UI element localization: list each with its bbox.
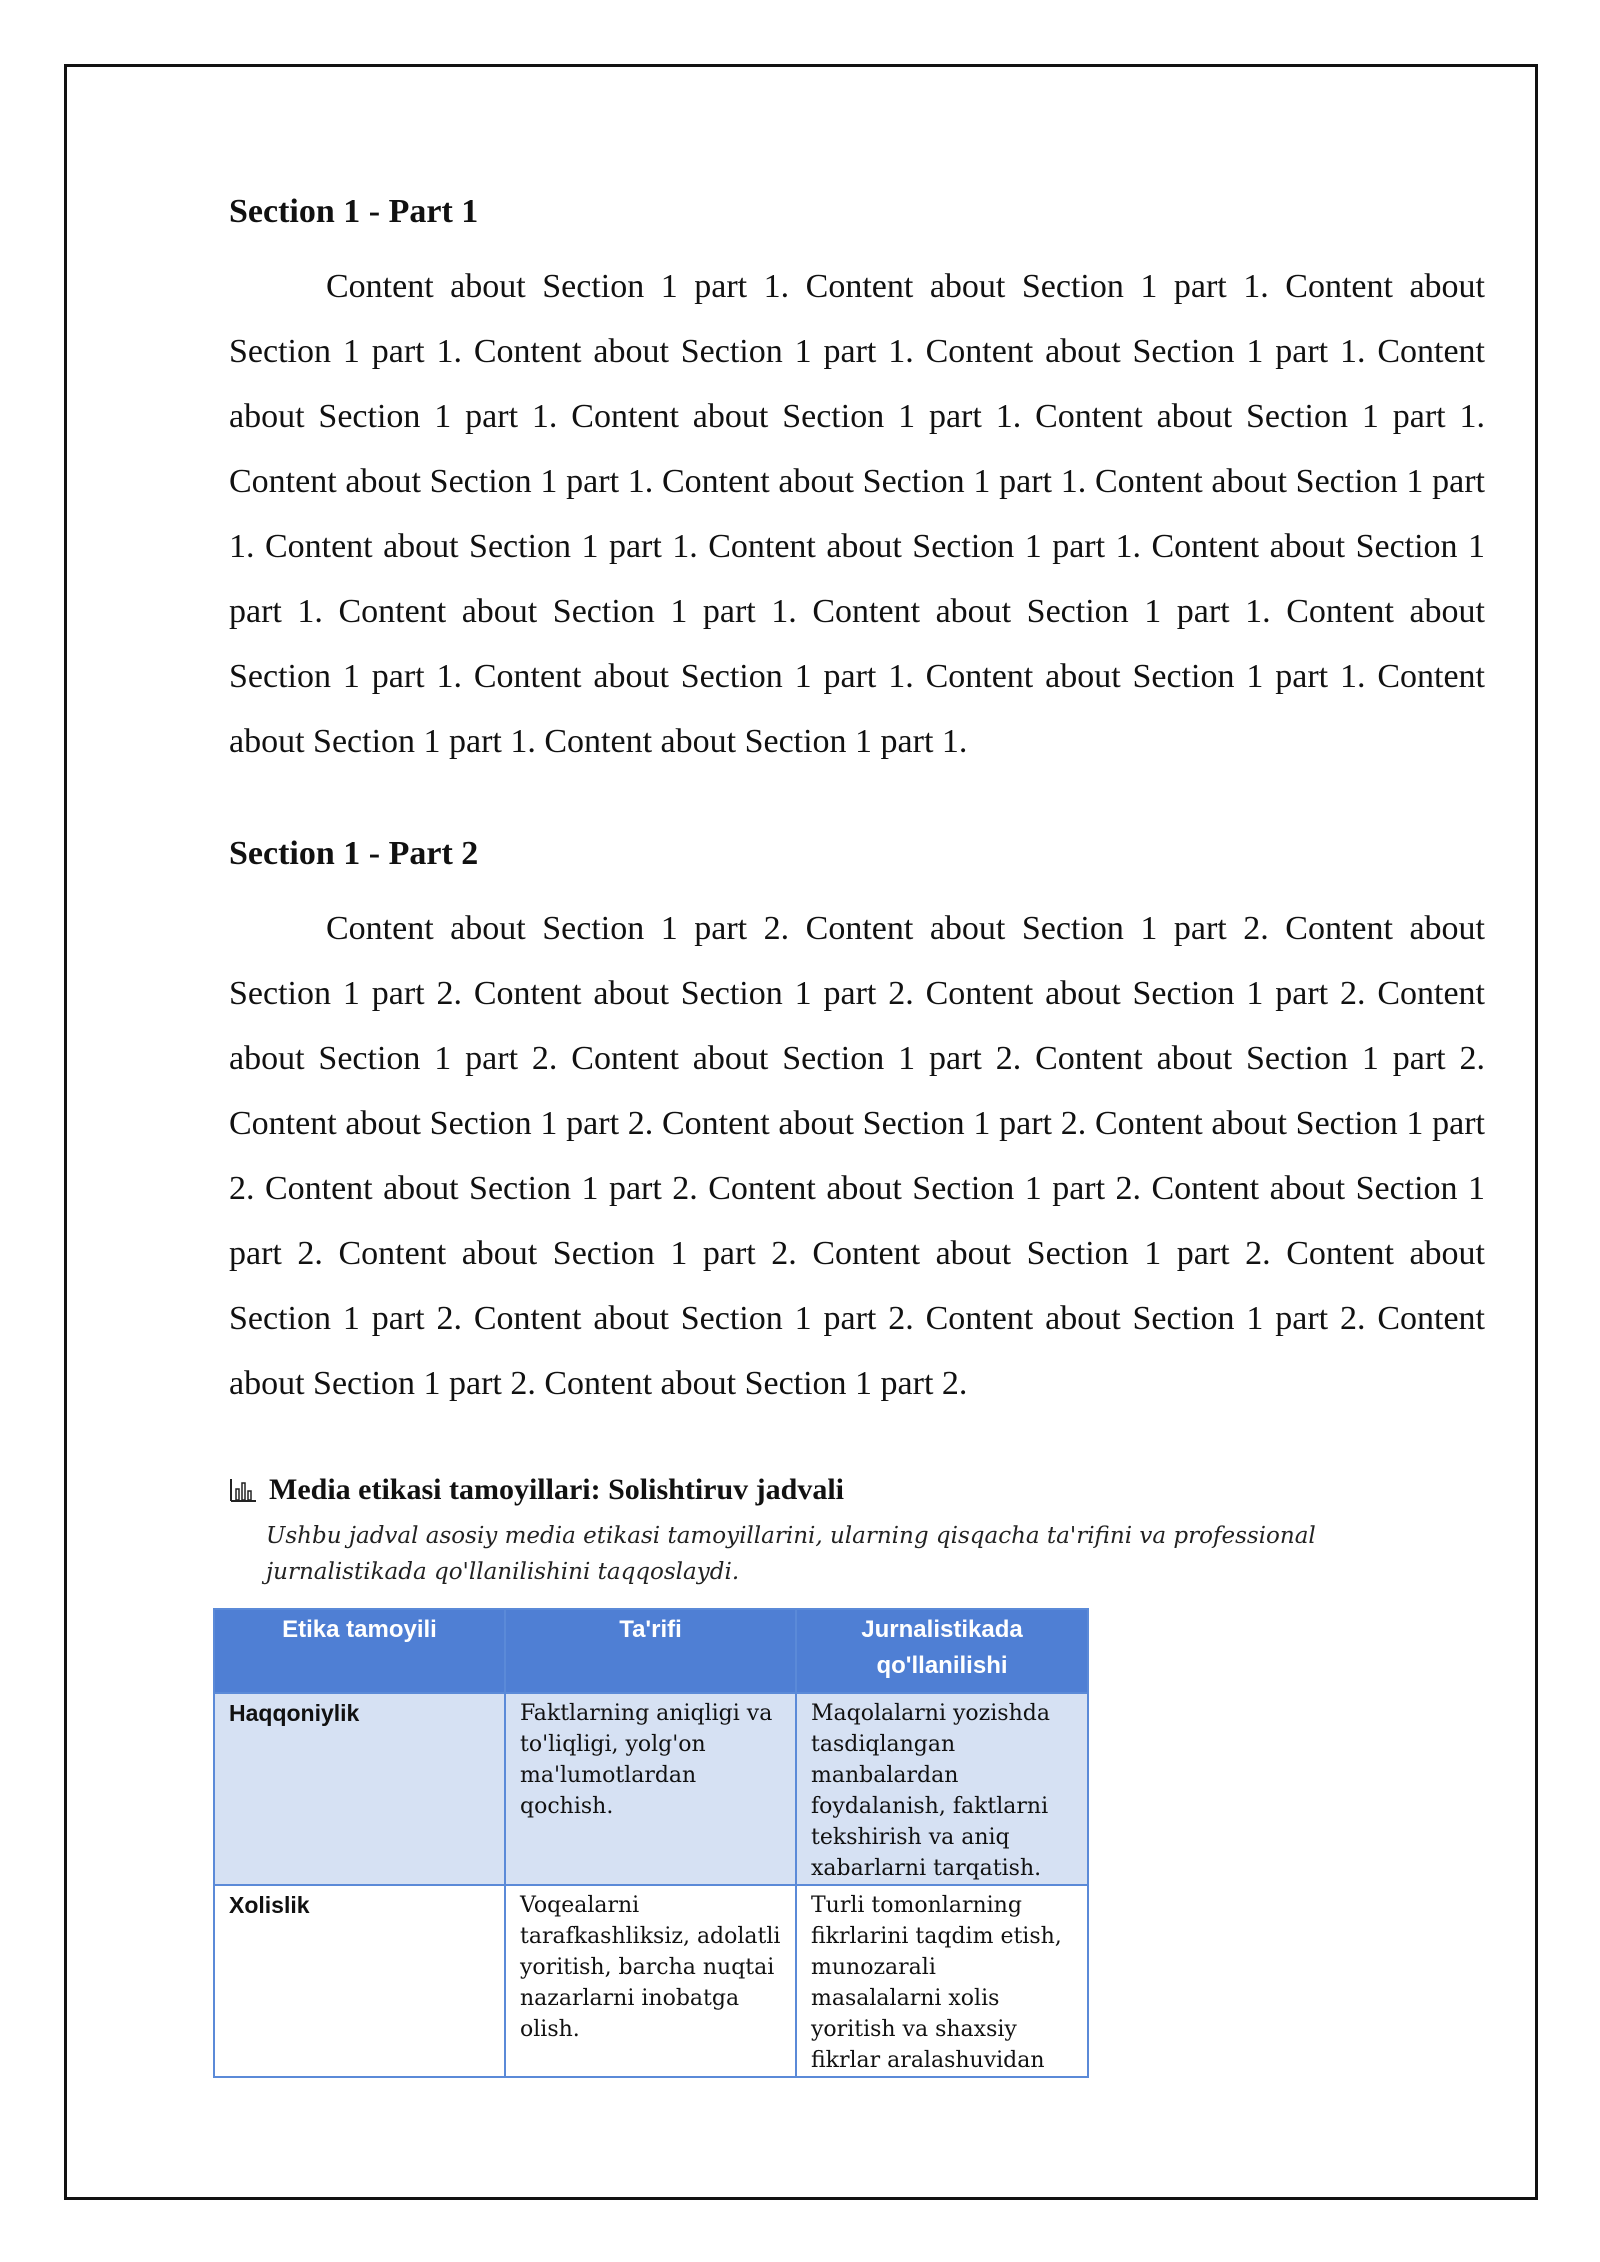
definition-cell: Voqealarni tarafkashliksiz, adolatli yoritish, barcha nuqtai nazarlarni inobatga olish. bbox=[505, 1885, 796, 2077]
table-row bbox=[214, 1693, 1088, 1885]
document-content bbox=[229, 190, 1485, 2078]
table-caption bbox=[229, 1470, 1485, 1510]
bar-chart-icon bbox=[229, 1477, 257, 1503]
section-heading: Section 1 - Part 1 bbox=[229, 193, 479, 230]
column-header: Jurnalistikada qo'llanilishi bbox=[796, 1609, 1088, 1693]
principle-cell: Xolislik bbox=[214, 1885, 505, 2077]
section-heading: Section 1 - Part 2 bbox=[229, 835, 479, 872]
column-header: Ta'rifi bbox=[505, 1609, 796, 1693]
table-caption-text: Media etikasi tamoyillari: Solishtiruv jadvali bbox=[269, 1473, 844, 1506]
column-header: Etika tamoyili bbox=[214, 1609, 505, 1693]
application-cell: Maqolalarni yozishda tasdiqlangan manbalardan foydalanish, faktlarni tekshirish va aniq xabarlarni tarqatish. bbox=[796, 1693, 1088, 1885]
table-description: Ushbu jadval asosiy media etikasi tamoyillarini, ularning qisqacha ta'rifini va professional jurnalistikada qo'llanilishini taqqoslaydi. bbox=[266, 1523, 1316, 1585]
principle-cell: Haqqoniylik bbox=[214, 1693, 505, 1885]
application-cell: Turli tomonlarning fikrlarini taqdim etish, munozarali masalalarni xolis yoritish va shaxsiy fikrlar aralashuvidan bbox=[796, 1885, 1088, 2077]
table-row bbox=[214, 1885, 1088, 2077]
table-header-row bbox=[214, 1609, 1088, 1693]
ethics-comparison-table bbox=[213, 1608, 1089, 2078]
section-paragraph: Content about Section 1 part 2. Content about Section 1 part 2. Content about Section 1 part 2. Content about Section 1 part 2. Content about Section 1 part 2. Content about Section 1 part 2. Content about Section 1 part 2. Content about Section 1 part 2. Content about Section 1 part 2. Content about Section 1 part 2. Content about Section 1 part 2. Content about Section 1 part 2. Content about Section 1 part 2. Content about Section 1 part 2. Content about Section 1 part 2. Content about Section 1 part 2. Content about Section 1 part 2. Content about Section 1 part 2. Content about Section 1 part 2. Content about Section 1 part 2. Content about Section 1 part 2. bbox=[229, 910, 1485, 1402]
section-paragraph: Content about Section 1 part 1. Content about Section 1 part 1. Content about Section 1 part 1. Content about Section 1 part 1. Content about Section 1 part 1. Content about Section 1 part 1. Content about Section 1 part 1. Content about Section 1 part 1. Content about Section 1 part 1. Content about Section 1 part 1. Content about Section 1 part 1. Content about Section 1 part 1. Content about Section 1 part 1. Content about Section 1 part 1. Content about Section 1 part 1. Content about Section 1 part 1. Content about Section 1 part 1. Content about Section 1 part 1. Content about Section 1 part 1. Content about Section 1 part 1. Content about Section 1 part 1. bbox=[229, 268, 1485, 760]
definition-cell: Faktlarning aniqligi va to'liqligi, yolg'on ma'lumotlardan qochish. bbox=[505, 1693, 796, 1885]
